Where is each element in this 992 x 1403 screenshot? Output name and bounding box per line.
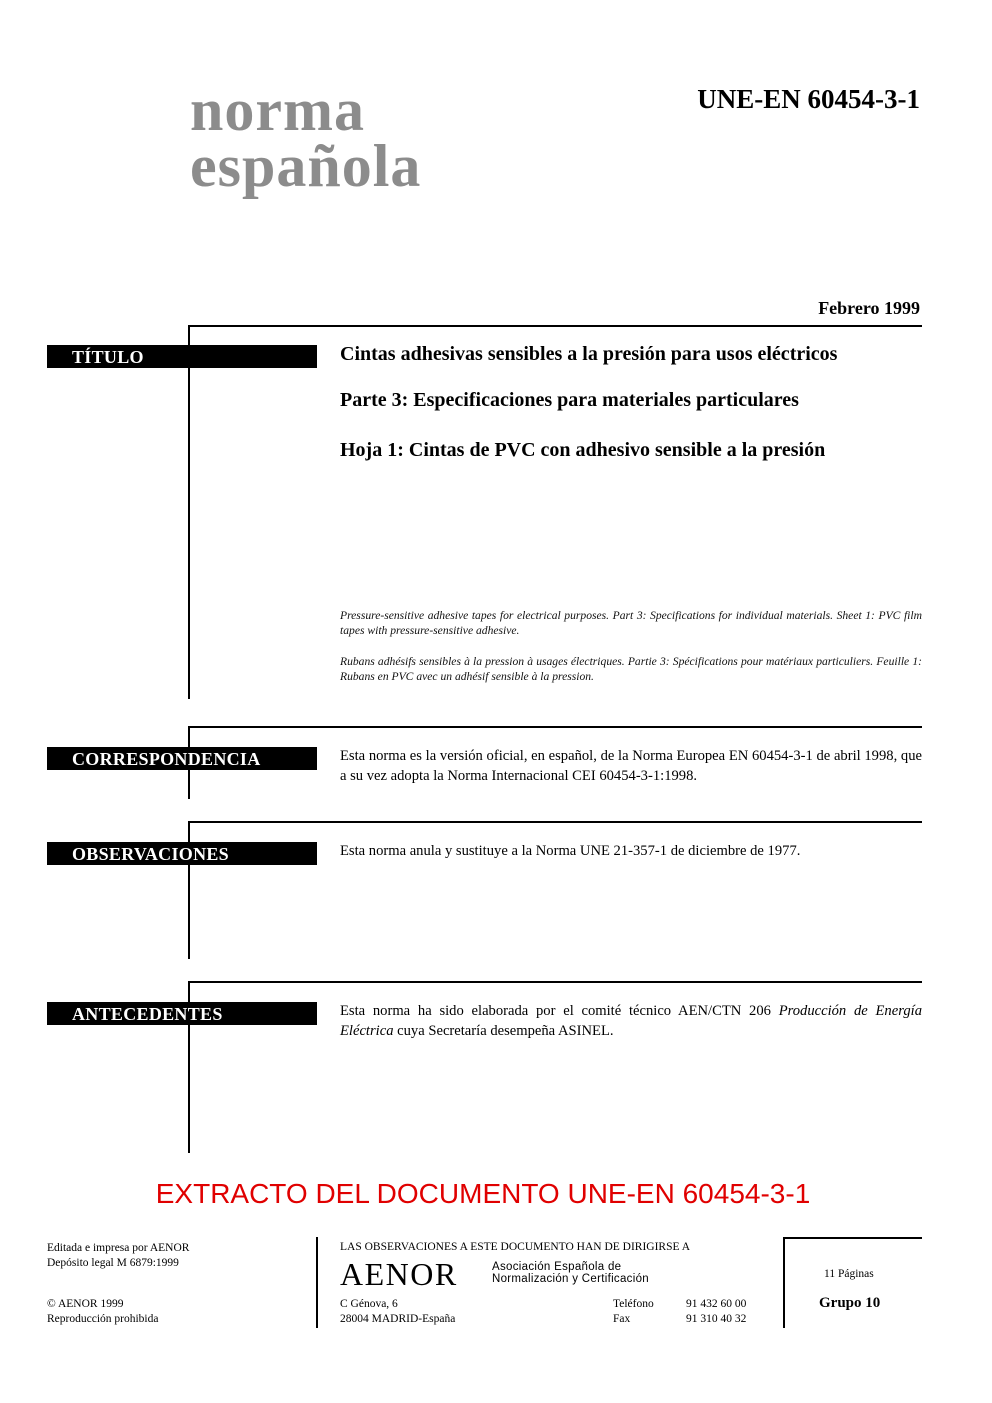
divider-observaciones (188, 821, 922, 823)
divider-antecedentes (188, 981, 922, 983)
divider-titulo (188, 325, 922, 327)
footer-edited: Editada e impresa por AENOR (47, 1242, 190, 1254)
correspondencia-text: Esta norma es la versión oficial, en español, de la Norma Europea EN 60454-3-1 de abril 1998, que a su vez adopta la Norma Internacional CEI 60454-3-1:1998. (340, 748, 922, 784)
standard-code: UNE-EN 60454-3-1 (697, 84, 920, 114)
address-line-2: 28004 MADRID-España (340, 1313, 456, 1325)
footer-observations-notice: LAS OBSERVACIONES A ESTE DOCUMENTO HAN DE DIRIGIRSE A (340, 1241, 691, 1253)
antecedentes-committee-name: Producción de Energía Eléctrica (340, 1003, 922, 1039)
label-correspondencia: CORRESPONDENCIA (47, 747, 317, 770)
fax-label: Fax (613, 1313, 631, 1325)
address-line-1: C Génova, 6 (340, 1298, 398, 1310)
footer-divider-left (316, 1237, 318, 1328)
title-fr: Rubans adhésifs sensibles à la pression à usages électriques. Partie 3: Spécifications pour matériaux particuliers. Feuille 1: Rubans en PVC avec un adhésif sensible à la pression. (340, 655, 922, 683)
title-es: Cintas adhesivas sensibles a la presión para usos eléctricos (340, 343, 838, 365)
aenor-full-line-2: Normalización y Certificación (492, 1273, 649, 1285)
phone-label: Teléfono (613, 1298, 654, 1310)
vertical-rule-titulo (188, 325, 190, 699)
title-en: Pressure-sensitive adhesive tapes for electrical purposes. Part 3: Specifications for individual materials. Sheet 1: PVC film tapes with pressure-sensitive adhesive. (340, 609, 922, 637)
logo-norma-espanola (190, 77, 422, 199)
footer-reproduction: Reproducción prohibida (47, 1313, 159, 1325)
label-observaciones: OBSERVACIONES (47, 842, 317, 865)
footer-divider-right (783, 1237, 785, 1328)
page-count: 11 Páginas (824, 1268, 874, 1280)
antecedentes-text (340, 1001, 922, 1041)
sheet-es: Hoja 1: Cintas de PVC con adhesivo sensible a la presión (340, 439, 826, 461)
label-antecedentes: ANTECEDENTES (47, 1002, 317, 1025)
logo-line-1: norma (190, 77, 365, 143)
fax-value: 91 310 40 32 (686, 1313, 747, 1325)
publication-date: Febrero 1999 (818, 298, 920, 318)
label-titulo: TÍTULO (47, 345, 317, 368)
phone-value: 91 432 60 00 (686, 1298, 747, 1310)
part-es: Parte 3: Especificaciones para materiales particulares (340, 389, 799, 411)
antecedentes-text-before: Esta norma ha sido elaborada por el comité técnico AEN/CTN 206 (340, 1003, 779, 1019)
aenor-logo-text: AENOR (340, 1256, 458, 1292)
footer-copyright: © AENOR 1999 (47, 1298, 124, 1310)
aenor-full-line-1: Asociación Española de (492, 1261, 622, 1273)
aenor-full-name (492, 1261, 649, 1285)
logo-line-2: española (190, 133, 422, 199)
footer-legal-deposit: Depósito legal M 6879:1999 (47, 1257, 179, 1269)
divider-correspondencia (188, 726, 922, 728)
antecedentes-text-after: cuya Secretaría desempeña ASINEL. (393, 1023, 614, 1039)
observaciones-text: Esta norma anula y sustituye a la Norma UNE 21-357-1 de diciembre de 1977. (340, 843, 801, 859)
extract-watermark: EXTRACTO DEL DOCUMENTO UNE-EN 60454-3-1 (155, 1178, 811, 1209)
price-group: Grupo 10 (819, 1295, 881, 1311)
footer-box-top (783, 1237, 922, 1239)
